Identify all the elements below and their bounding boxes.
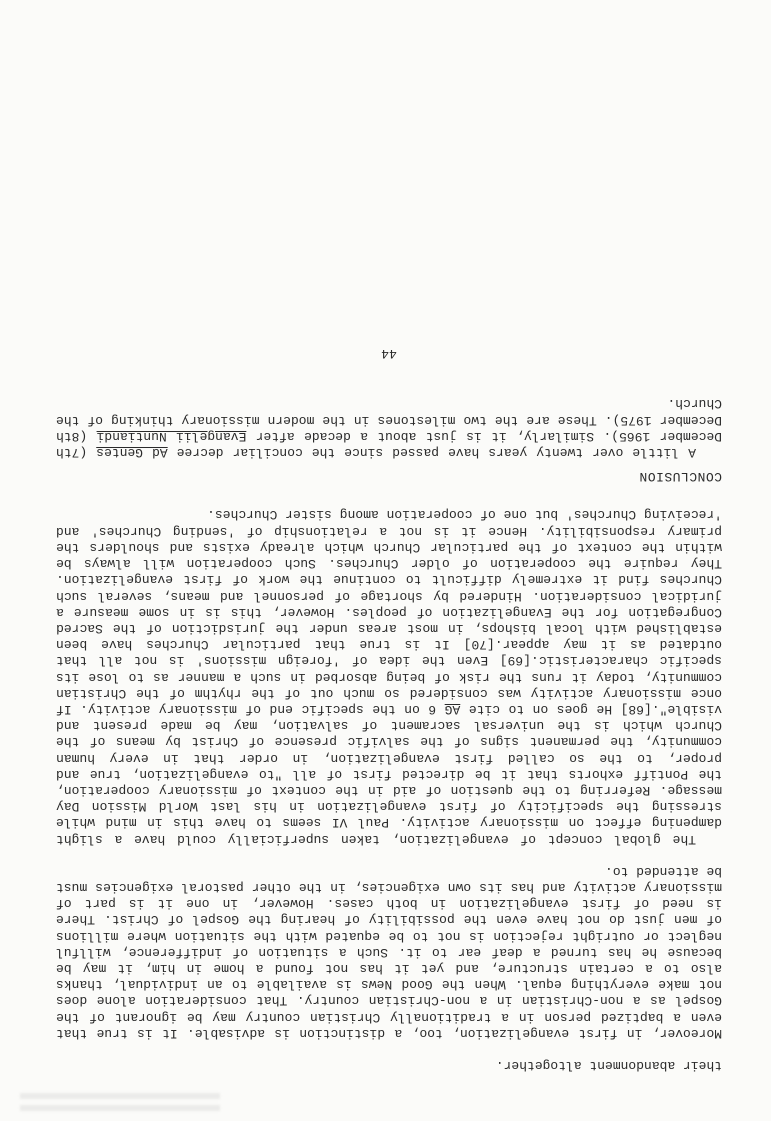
page-number: 44 bbox=[381, 346, 397, 362]
ag-reference: AG bbox=[444, 701, 461, 717]
global-concept-text-b: 6 on the specific end of missionary activity. If once missionary activity was considered so much out of the rhythm of the Christian community, today it runs the risk of being absorbed in such a manner as to lose its specific characteristic.[69] Even the idea of 'foreign missions' is not all that outdated as it may appear.[70] It is true that particular Churches have been established with local bishops, in most areas under the jurisdiction of the Sacred Congregation for the Evangelization of peoples. However, this is in some measure a juridical consideration. Hindered by shortage of personnel and means, several such Churches find it extremely difficult to continue the work of first evangelization. They require the cooperation of older Churches. Such cooperation will always be within the context of the particular Church which already exists and shoulders the primary responsibility. Hence it is not a relationship of 'sending Churches' and 'receiving Churches' but one of cooperation among sister Churches. bbox=[56, 507, 722, 717]
paragraph-first-evangelization: Moreover, in first evangelization, too, a distinction is advisable. It is true that even a baptized person in a traditionally Christian country may be ignorant of the Gospel as a non-Christian in a non-Christian country. That consideration alone does not make everything equal. When the Good News is available to an individual, thanks also to a certain structure, and yet it has not found a home in him, it may be because he has turned a deaf ear to it. Such a situation of indifference, willful neglect or outright rejection is not to be equated with the situation where millions of men just do not have even the possibility of hearing the Gospel of Christ. There is need of first evangelization in both cases. However, in one it is part of missionary activity and has its own exigencies, in the other pastoral exigencies must be attended to. bbox=[56, 863, 722, 1041]
ad-gentes-title: Ad Gentes bbox=[96, 445, 168, 461]
conclusion-text-c: (8th December 1975). These are the two milestones in the modern missionary thinking of the Church. bbox=[56, 396, 722, 444]
paragraph-global-concept bbox=[56, 506, 722, 846]
conclusion-text-b: (7th December 1965). Similarly, it is just about a decade after bbox=[56, 428, 722, 461]
evangelii-nuntiandi-title: Evangelii Nuntiandi bbox=[96, 428, 247, 444]
global-concept-text-a: The global concept of evangelization, taken superficially could have a slight dampening effect on missionary activity. Paul VI seems to have this in mind while stressing the specificity of first evangelization in his last World Mission Day message. Referring to the question of aid in the context of missionary cooperation, the Pontiff exhorts that it be directed first of all "to evangelization, true and proper, to the so called first evangelization, in order that in every human community, the permanent signs of the salvific presence of Christ by means of the Church which is the universal sacrament of salvation, may be made present and visible".[68] He goes on to cite bbox=[56, 701, 722, 847]
bleed-through-smudge bbox=[20, 1077, 220, 1117]
section-heading-conclusion: CONCLUSION bbox=[638, 469, 722, 485]
paragraph-lead: their abandonment altogether. bbox=[495, 1058, 722, 1073]
conclusion-text-a: A little over twenty years have passed since the conciliar decree bbox=[167, 445, 696, 461]
page-content bbox=[56, 345, 722, 1073]
paragraph-conclusion bbox=[56, 395, 722, 460]
